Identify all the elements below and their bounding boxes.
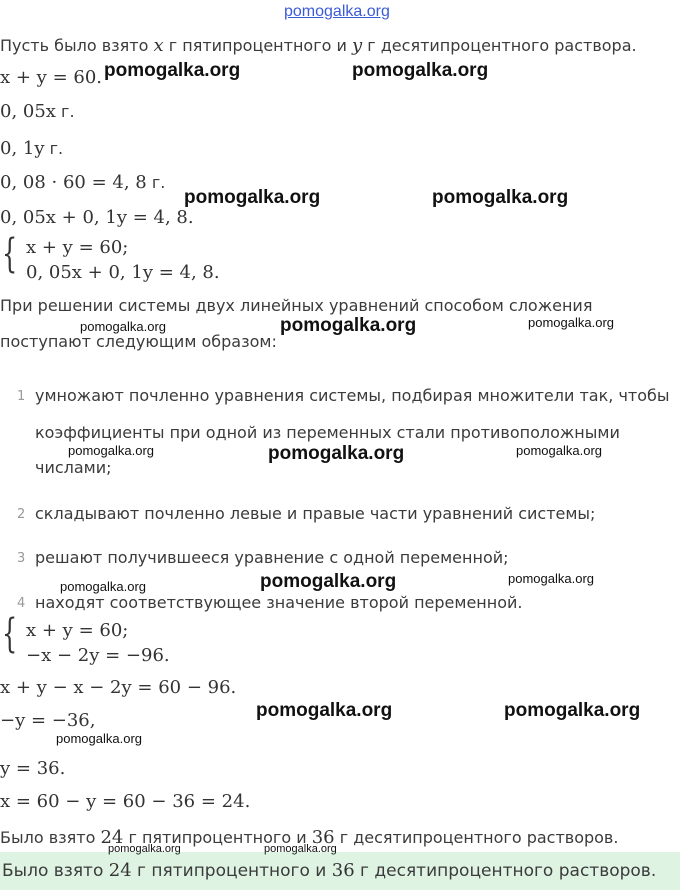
step-1-line1: умножают почленно уравнения системы, подбирая множители так, чтобы [35,386,670,405]
step-number: 2 [17,507,26,522]
system2-line2: −x − 2y = −96. [26,645,170,666]
conclusion-b: 36 [311,827,335,848]
watermark-link[interactable]: pomogalka.org [284,3,390,20]
watermark: pomogalka.org [268,443,405,464]
unit: г. [146,173,166,192]
watermark: pomogalka.org [264,843,337,855]
intro-pre: Пусть было взято [0,36,154,55]
step-4-text: находят соответствующее значение второй переменной. [35,593,523,612]
method-line1: При решении системы двух линейных уравнений способом сложения [0,296,593,315]
unit: г. [44,139,64,158]
watermark: pomogalka.org [504,700,641,721]
watermark: pomogalka.org [528,315,614,330]
equation-salt: 0, 05x + 0, 1y = 4, 8. [0,207,194,228]
equation-ten-percent [0,138,63,159]
watermark: pomogalka.org [68,443,154,458]
answer-mid: г пятипроцентного и [131,861,332,881]
var-y: y [351,35,363,56]
equation-added: x + y − x − 2y = 60 − 96. [0,677,237,698]
step-number: 3 [17,551,26,566]
system2-line1: x + y = 60; [26,620,129,641]
equation-expr: 0, 08 · 60 = 4, 8 [0,172,147,193]
answer-text [2,860,656,881]
watermark: pomogalka.org [256,700,393,721]
equation-expr: 0, 05x [0,101,56,122]
answer-b: 36 [331,860,355,881]
watermark: pomogalka.org [108,843,181,855]
watermark: pomogalka.org [508,571,594,586]
step-number: 4 [17,596,26,611]
conclusion-a: 24 [100,827,124,848]
watermark: pomogalka.org [432,187,569,208]
system1-line1: x + y = 60; [26,237,129,258]
equation-x: x = 60 − y = 60 − 36 = 24. [0,791,251,812]
equation-expr: 0, 1y [0,138,45,159]
unit: г. [55,102,75,121]
system-brace: { [2,231,18,277]
step-1-line3: числами; [35,458,112,477]
watermark: pomogalka.org [60,579,146,594]
watermark: pomogalka.org [56,731,142,746]
answer-a: 24 [108,860,132,881]
equation-y: y = 36. [0,758,66,779]
watermark: pomogalka.org [80,319,166,334]
step-1-line2: коэффициенты при одной из переменных стали противоположными [35,423,620,442]
watermark: pomogalka.org [516,443,602,458]
intro-mid: г пятипроцентного и [163,36,352,55]
watermark: pomogalka.org [184,187,321,208]
equation-five-percent [0,101,75,122]
intro-text [0,35,637,56]
var-x: x [153,35,164,56]
system-brace: { [2,611,18,657]
equation-neg-y: −y = −36, [0,710,96,731]
method-line2: поступают следующим образом: [0,332,277,351]
equation-sum: x + y = 60. [0,67,102,88]
conclusion-post: г десятипроцентного растворов. [334,828,619,847]
equation-mixture [0,172,165,193]
step-3-text: решают получившееся уравнение с одной переменной; [35,548,509,567]
watermark: pomogalka.org [352,60,489,81]
conclusion-mid: г пятипроцентного и [123,828,312,847]
system1-line2: 0, 05x + 0, 1y = 4, 8. [26,262,220,283]
watermark: pomogalka.org [104,60,241,81]
watermark: pomogalka.org [280,315,417,336]
step-2-text: складывают почленно левые и правые части уравнений системы; [35,504,596,523]
watermark: pomogalka.org [260,571,397,592]
step-number: 1 [17,389,26,404]
answer-pre: Было взято [2,861,109,881]
conclusion-pre: Было взято [0,828,101,847]
answer-post: г десятипроцентного растворов. [354,861,657,881]
intro-post: г десятипроцентного раствора. [362,36,637,55]
